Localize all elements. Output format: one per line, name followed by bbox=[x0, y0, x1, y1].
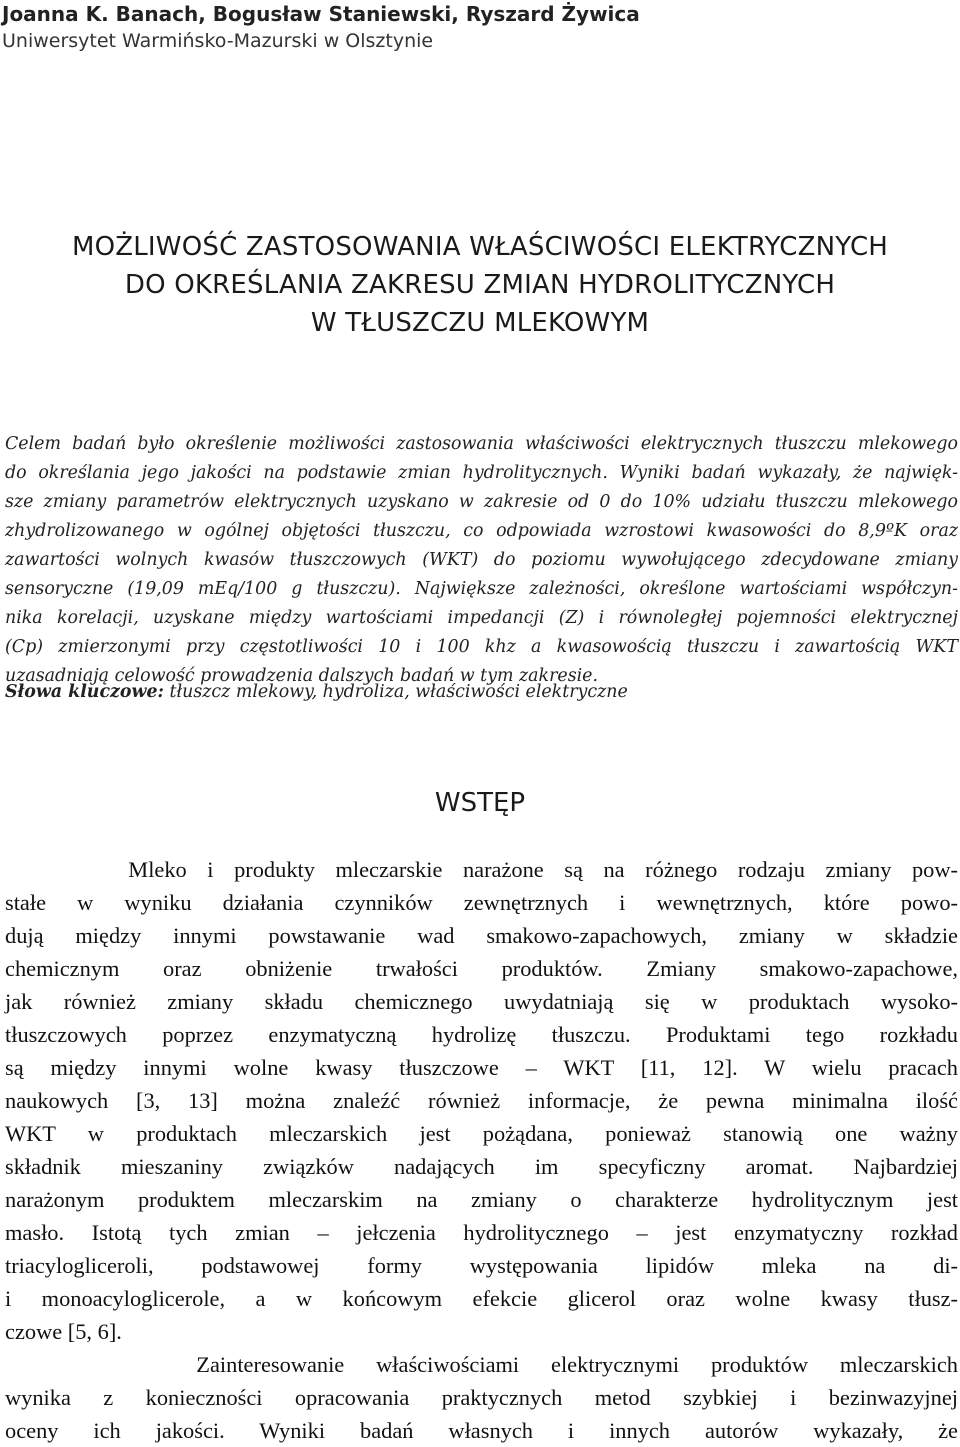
keywords-text: tłuszcz mlekowy, hydroliza, właściwości elektryczne bbox=[163, 682, 628, 702]
body-line: Zainteresowanie właściwościami elektrycznymi produktów mleczarskich bbox=[5, 1352, 958, 1377]
affiliation: Uniwersytet Warmińsko-Mazurski w Olsztynie bbox=[2, 30, 434, 52]
abstract-line: sensoryczne (19,09 mEq/100 g tłuszczu). Największe zależności, określone wartościami współczyn- bbox=[5, 579, 958, 599]
body-line: oceny ich jakości. Wyniki badań własnych i innych autorów wykazały, że bbox=[5, 1418, 958, 1443]
abstract bbox=[5, 430, 958, 691]
body-line: składnik mieszaniny związków nadających im specyficzny aromat. Najbardziej bbox=[5, 1154, 958, 1179]
body-line: masło. Istotą tych zmian – jełczenia hydrolitycznego – jest enzymatyczny rozkład bbox=[5, 1220, 958, 1245]
body-line: tłuszczowych poprzez enzymatyczną hydrolizę tłuszczu. Produktami tego rozkładu bbox=[5, 1022, 958, 1047]
body-line: Mleko i produkty mleczarskie narażone są na różnego rodzaju zmiany pow- bbox=[5, 857, 958, 882]
title-line: DO OKREŚLANIA ZAKRESU ZMIAN HYDROLITYCZNYCH bbox=[124, 270, 836, 300]
abstract-line: zawartości wolnych kwasów tłuszczowych (WKT) do poziomu wywołującego zdecydowane zmiany bbox=[5, 550, 958, 570]
abstract-line: do określania jego jakości na podstawie zmian hydrolitycznych. Wyniki badań wykazały, że najwięk- bbox=[5, 463, 958, 483]
section-title: WSTĘP bbox=[434, 788, 526, 818]
authors: Joanna K. Banach, Bogusław Staniewski, Ryszard Żywica bbox=[2, 2, 640, 26]
abstract-line: uzasadniają celowość prowadzenia dalszych badań w tym zakresie. bbox=[5, 666, 598, 686]
abstract-line: nika korelacji, uzyskane między wartościami impedancji (Z) i równoległej pojemności elektrycznej bbox=[5, 608, 958, 628]
abstract-line: (Cp) zmierzonymi przy częstotliwości 10 i 100 khz a kwasowością tłuszczu i zawartością WKT bbox=[5, 637, 958, 657]
body-line: naukowych [3, 13] można znaleźć również informacje, że pewna minimalna ilość bbox=[5, 1088, 958, 1113]
paper-title bbox=[0, 228, 960, 342]
body-line: triacylogliceroli, podstawowej formy występowania lipidów mleka na di- bbox=[5, 1253, 958, 1278]
title-line: W TŁUSZCZU MLEKOWYM bbox=[310, 308, 650, 338]
body-line: chemicznym oraz obniżenie trwałości produktów. Zmiany smakowo-zapachowe, bbox=[5, 956, 958, 981]
body-line: i monoacyloglicerole, a w końcowym efekcie glicerol oraz wolne kwasy tłusz- bbox=[5, 1286, 958, 1311]
title-line: MOŻLIWOŚĆ ZASTOSOWANIA WŁAŚCIWOŚCI ELEKTRYCZNYCH bbox=[71, 232, 889, 262]
abstract-line: zhydrolizowanego w ogólnej objętości tłuszczu, co odpowiada wzrostowi kwasowości do 8,9ºK oraz bbox=[5, 521, 958, 541]
body-line: stałe w wyniku działania czynników zewnętrznych i wewnętrznych, które powo- bbox=[5, 890, 958, 915]
body-line: jak również zmiany składu chemicznego uwydatniają się w produktach wysoko- bbox=[5, 989, 958, 1014]
keywords-label: Słowa kluczowe: bbox=[5, 682, 164, 702]
abstract-line: sze zmiany parametrów elektrycznych uzyskano w zakresie od 0 do 10% udziału tłuszczu mlekowego bbox=[5, 492, 958, 512]
body-line: czowe [5, 6]. bbox=[5, 1319, 122, 1344]
abstract-line: Celem badań było określenie możliwości zastosowania właściwości elektrycznych tłuszczu mlekowego bbox=[5, 434, 958, 454]
body-text bbox=[5, 853, 958, 1447]
body-line: dują między innymi powstawanie wad smakowo-zapachowych, zmiany w składzie bbox=[5, 923, 958, 948]
keywords bbox=[5, 682, 628, 702]
body-line: wynika z konieczności opracowania praktycznych metod szybkiej i bezinwazyjnej bbox=[5, 1385, 958, 1410]
body-line: WKT w produktach mleczarskich jest pożądana, ponieważ stanowią one ważny bbox=[5, 1121, 958, 1146]
body-line: narażonym produktem mleczarskim na zmiany o charakterze hydrolitycznym jest bbox=[5, 1187, 958, 1212]
body-line: są między innymi wolne kwasy tłuszczowe – WKT [11, 12]. W wielu pracach bbox=[5, 1055, 958, 1080]
